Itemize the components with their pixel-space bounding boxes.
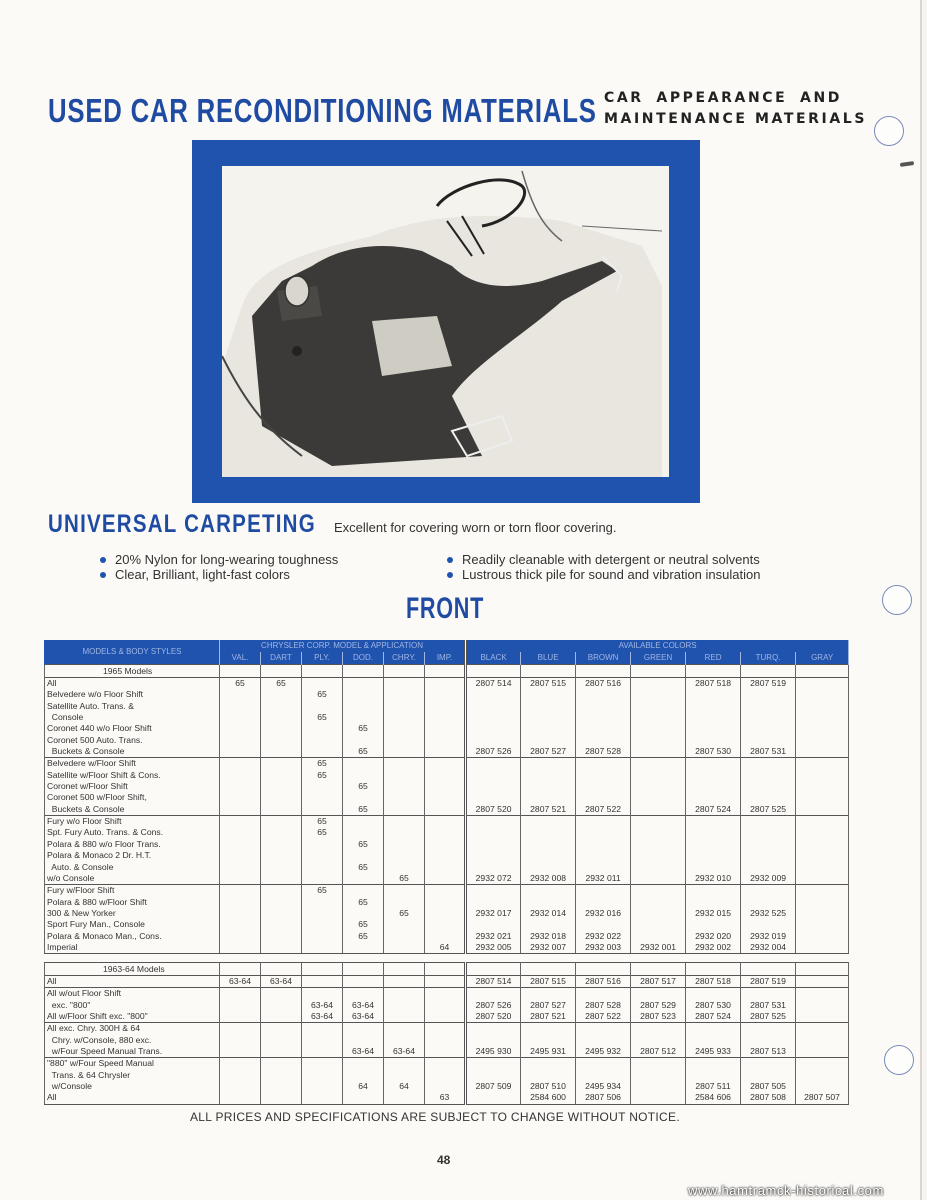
page-number: 48 — [437, 1153, 451, 1167]
part-number-cell: 2495 931 — [521, 1023, 576, 1058]
part-number-cell — [796, 816, 849, 885]
part-number-cell: 2807 512 — [631, 1023, 686, 1058]
application-cell: 63-64 — [220, 976, 261, 988]
application-cell — [261, 988, 302, 1023]
bullet-icon — [100, 557, 106, 563]
part-number-cell — [631, 1058, 686, 1104]
part-number-cell: 2932 008 — [521, 816, 576, 885]
color-col-header: TURQ. — [741, 652, 796, 665]
table-row — [45, 1023, 849, 1058]
category-word-appearance: APPEARANCE — [656, 90, 788, 106]
application-cell: 63-64 — [343, 1023, 384, 1058]
part-number-cell: 2807 528 2807 522 — [576, 988, 631, 1023]
app-col-header: VAL. — [220, 652, 261, 665]
photo-frame — [192, 140, 700, 503]
app-col-header: PLY. — [302, 652, 343, 665]
application-cell — [261, 816, 302, 885]
colors-header: AVAILABLE COLORS — [466, 640, 849, 652]
table-row — [45, 885, 849, 954]
application-cell — [302, 976, 343, 988]
part-number-cell: 2807 509 — [466, 1058, 521, 1104]
part-number-cell: 2807 515 2807 527 — [521, 678, 576, 758]
part-number-cell: 2807 518 2807 530 — [686, 678, 741, 758]
application-cell: 65 65 65 — [343, 885, 384, 954]
price-notice: ALL PRICES AND SPECIFICATIONS ARE SUBJECT TO CHANGE WITHOUT NOTICE. — [190, 1110, 680, 1124]
part-number-cell: 2932 010 — [686, 816, 741, 885]
binder-hole-middle — [882, 585, 912, 615]
carpet-illustration-icon — [222, 166, 669, 477]
model-cell: Fury w/Floor Shift Polara & 880 w/Floor Shift 300 & New Yorker Sport Fury Man., Console Polara & Monaco Man., Cons. Imperial — [45, 885, 220, 954]
part-number-cell: 2807 530 2807 524 — [686, 988, 741, 1023]
application-cell: 64 — [343, 1058, 384, 1104]
feature-item: 20% Nylon for long-wearing toughness — [100, 552, 338, 567]
part-number-cell — [796, 1023, 849, 1058]
application-cell — [425, 678, 466, 758]
page-title: USED CAR RECONDITIONING MATERIALS — [48, 92, 597, 129]
application-cell — [425, 1023, 466, 1058]
application-cell: 65 65 — [343, 816, 384, 885]
part-number-cell: 2807 525 — [741, 758, 796, 816]
category-line-2: MAINTENANCE MATERIALS — [604, 111, 868, 127]
model-cell: "880" w/Four Speed Manual Trans. & 64 Chrysler w/Console All — [45, 1058, 220, 1104]
ink-mark — [900, 161, 914, 167]
application-cell: 65 65 — [302, 678, 343, 758]
application-cell — [425, 988, 466, 1023]
binder-hole-bottom — [884, 1045, 914, 1075]
feature-item: Readily cleanable with detergent or neutral solvents — [447, 552, 760, 567]
part-number-cell: 2807 516 2807 528 — [576, 678, 631, 758]
application-cell — [343, 976, 384, 988]
application-cell — [261, 758, 302, 816]
application-cell — [220, 816, 261, 885]
application-cell — [425, 816, 466, 885]
carpet-photo — [222, 166, 669, 477]
category-title — [604, 88, 867, 130]
application-cell: 63-64 63-64 — [302, 988, 343, 1023]
part-number-cell: 2807 519 2807 531 — [741, 678, 796, 758]
part-number-cell: 2807 519 — [741, 976, 796, 988]
application-cell: 63 — [425, 1058, 466, 1104]
binder-hole-top — [874, 116, 904, 146]
application-header: CHRYSLER CORP. MODEL & APPLICATION — [220, 640, 466, 652]
part-number-cell: 2807 524 — [686, 758, 741, 816]
application-cell — [261, 1023, 302, 1058]
model-cell: Belvedere w/Floor Shift Satellite w/Floor Shift & Cons. Coronet w/Floor Shift Coronet 500 w/Floor Shift, Buckets & Console — [45, 758, 220, 816]
part-number-cell: 2807 516 — [576, 976, 631, 988]
color-col-header: BLACK — [466, 652, 521, 665]
application-cell: 64 — [384, 1058, 425, 1104]
part-number-cell: 2495 934 2807 506 — [576, 1058, 631, 1104]
application-cell — [220, 1023, 261, 1058]
table-row — [45, 1058, 849, 1104]
table-row — [45, 758, 849, 816]
category-word-car: CAR — [604, 90, 644, 106]
application-cell: 63-64 — [261, 976, 302, 988]
bullet-icon — [100, 572, 106, 578]
application-cell — [384, 988, 425, 1023]
part-number-cell: 2495 930 — [466, 1023, 521, 1058]
table-row — [45, 976, 849, 988]
part-number-cell — [796, 988, 849, 1023]
part-number-cell: 2807 520 — [466, 758, 521, 816]
part-number-cell: 2807 514 — [466, 976, 521, 988]
part-number-cell: 2807 511 2584 606 — [686, 1058, 741, 1104]
application-cell — [261, 1058, 302, 1104]
part-number-cell: 2807 514 2807 526 — [466, 678, 521, 758]
color-col-header: BLUE — [521, 652, 576, 665]
application-cell: 65 65 — [302, 758, 343, 816]
part-number-cell: 2932 001 — [631, 885, 686, 954]
application-cell: 65 65 — [343, 758, 384, 816]
part-number-cell: 2495 933 — [686, 1023, 741, 1058]
color-col-header: GRAY — [796, 652, 849, 665]
bullet-icon — [447, 557, 453, 563]
models-header: MODELS & BODY STYLES — [45, 640, 220, 665]
application-cell: 65 65 — [302, 816, 343, 885]
application-cell — [384, 678, 425, 758]
part-number-cell: 2807 515 — [521, 976, 576, 988]
application-cell — [425, 976, 466, 988]
app-col-header: CHRY. — [384, 652, 425, 665]
part-number-cell: 2807 505 2807 508 — [741, 1058, 796, 1104]
application-cell — [302, 1023, 343, 1058]
application-cell: 63-64 63-64 — [343, 988, 384, 1023]
color-col-header: GREEN — [631, 652, 686, 665]
part-number-cell — [631, 816, 686, 885]
application-cell — [384, 758, 425, 816]
part-number-cell — [796, 976, 849, 988]
application-cell — [220, 988, 261, 1023]
feature-list-right — [447, 552, 760, 582]
feature-item: Lustrous thick pile for sound and vibration insulation — [447, 567, 760, 582]
product-description: Excellent for covering worn or torn floor covering. — [334, 520, 617, 535]
app-col-header: DOD. — [343, 652, 384, 665]
part-number-cell: 2932 011 — [576, 816, 631, 885]
part-number-cell: 2807 527 2807 521 — [521, 988, 576, 1023]
bullet-icon — [447, 572, 453, 578]
part-number-cell: 2932 016 2932 022 2932 003 — [576, 885, 631, 954]
application-cell — [425, 758, 466, 816]
table-row — [45, 678, 849, 758]
feature-list-left — [100, 552, 338, 582]
watermark: www.hamtramck-historical.com — [688, 1183, 884, 1198]
part-number-cell: 2807 529 2807 523 — [631, 988, 686, 1023]
section-label-1963: 1963-64 Models — [45, 963, 220, 976]
category-word-and: AND — [800, 90, 842, 106]
part-number-cell: 2495 932 — [576, 1023, 631, 1058]
part-number-cell: 2807 521 — [521, 758, 576, 816]
part-number-cell: 2807 510 2584 600 — [521, 1058, 576, 1104]
model-cell: All w/out Floor Shift exc. "800" All w/Floor Shift exc. "800" — [45, 988, 220, 1023]
table-row — [45, 988, 849, 1023]
part-number-cell: 2807 518 — [686, 976, 741, 988]
model-cell: All — [45, 976, 220, 988]
table-row — [45, 816, 849, 885]
application-cell — [302, 1058, 343, 1104]
part-number-cell — [631, 758, 686, 816]
part-number-cell: 2807 513 — [741, 1023, 796, 1058]
product-title: UNIVERSAL CARPETING — [48, 510, 316, 538]
application-cell: 65 — [384, 816, 425, 885]
application-cell — [384, 976, 425, 988]
app-col-header: IMP. — [425, 652, 466, 665]
application-cell — [261, 885, 302, 954]
part-number-cell: 2807 522 — [576, 758, 631, 816]
part-number-cell: 2807 507 — [796, 1058, 849, 1104]
section-label-1965: 1965 Models — [45, 665, 220, 678]
part-number-cell: 2932 015 2932 020 2932 002 — [686, 885, 741, 954]
part-number-cell — [796, 885, 849, 954]
part-number-cell — [796, 758, 849, 816]
carpet-table-1965 — [44, 640, 849, 954]
application-cell: 63-64 — [384, 1023, 425, 1058]
part-number-cell: 2932 072 — [466, 816, 521, 885]
part-number-cell — [796, 678, 849, 758]
application-cell: 65 — [384, 885, 425, 954]
section-title: FRONT — [406, 592, 484, 625]
application-cell — [220, 885, 261, 954]
application-cell: 65 — [302, 885, 343, 954]
application-cell: 64 — [425, 885, 466, 954]
application-cell — [220, 758, 261, 816]
part-number-cell: 2807 526 2807 520 — [466, 988, 521, 1023]
part-number-cell: 2932 014 2932 018 2932 007 — [521, 885, 576, 954]
part-number-cell: 2807 531 2807 525 — [741, 988, 796, 1023]
application-cell: 65 — [261, 678, 302, 758]
carpet-table-1963 — [44, 962, 849, 1105]
application-cell: 65 — [220, 678, 261, 758]
color-col-header: RED — [686, 652, 741, 665]
model-cell: All Belvedere w/o Floor Shift Satellite Auto. Trans. & Console Coronet 440 w/o Floor Shift Coronet 500 Auto. Trans. Buckets & Console — [45, 678, 220, 758]
part-number-cell: 2932 525 2932 019 2932 004 — [741, 885, 796, 954]
part-number-cell: 2932 017 2932 021 2932 005 — [466, 885, 521, 954]
part-number-cell: 2807 517 — [631, 976, 686, 988]
part-number-cell — [631, 678, 686, 758]
application-cell: 65 65 — [343, 678, 384, 758]
model-cell: Fury w/o Floor Shift Spt. Fury Auto. Trans. & Cons. Polara & 880 w/o Floor Trans. Polara & Monaco 2 Dr. H.T. Auto. & Console w/o Console — [45, 816, 220, 885]
application-cell — [220, 1058, 261, 1104]
part-number-cell: 2932 009 — [741, 816, 796, 885]
model-cell: All exc. Chry. 300H & 64 Chry. w/Console, 880 exc. w/Four Speed Manual Trans. — [45, 1023, 220, 1058]
feature-item: Clear, Brilliant, light-fast colors — [100, 567, 338, 582]
color-col-header: BROWN — [576, 652, 631, 665]
app-col-header: DART — [261, 652, 302, 665]
